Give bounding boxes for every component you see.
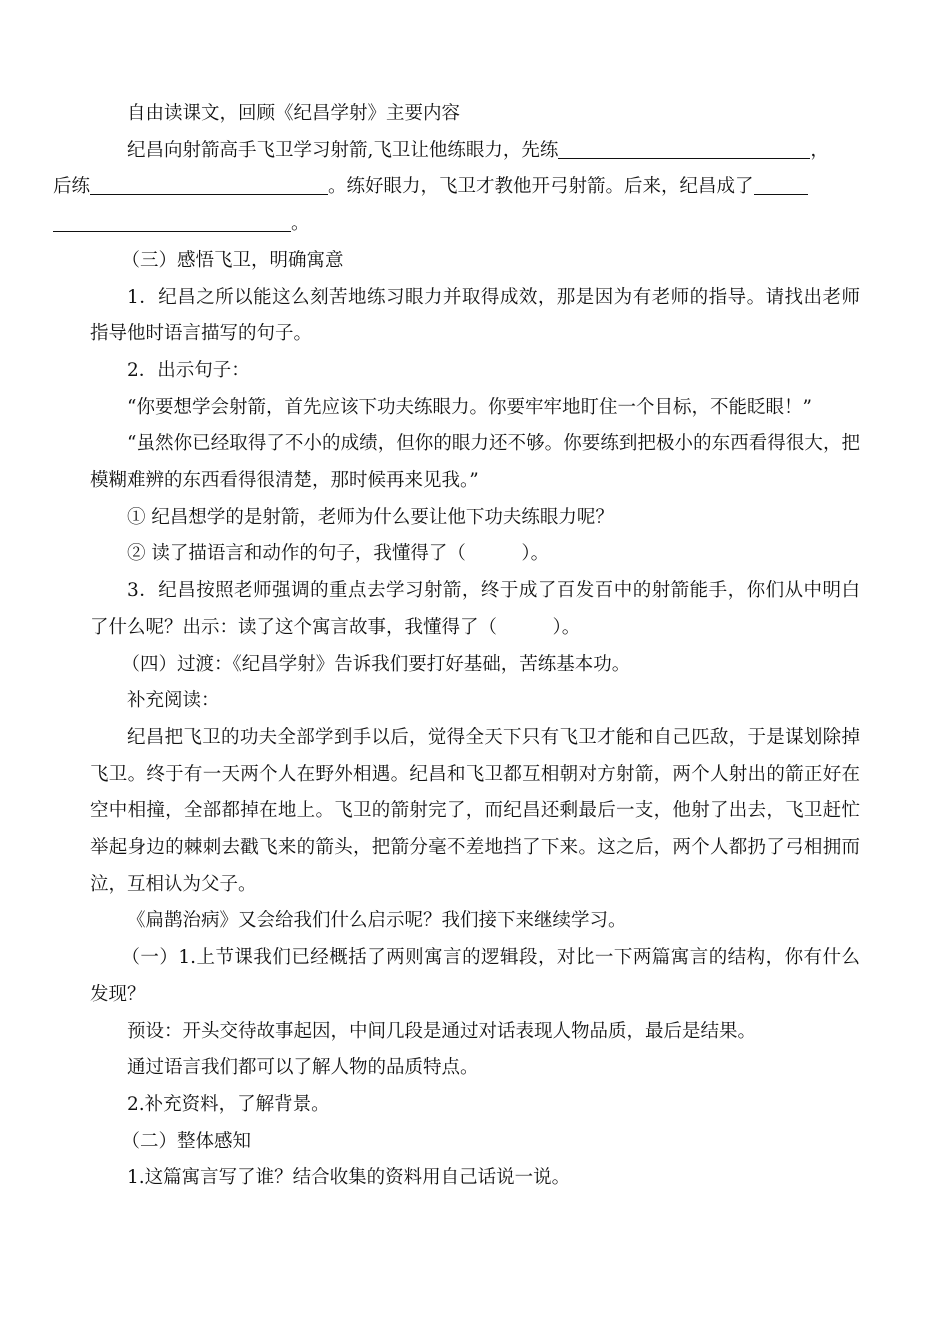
quote-2: “虽然你已经取得了不小的成绩，但你的眼力还不够。你要练到把极小的东西看得很大，把模糊难辨的东西看得很清楚，那时候再来见我。” <box>90 433 860 492</box>
answer-blank-1[interactable] <box>558 139 810 159</box>
answer-blank-2[interactable] <box>90 176 328 196</box>
circle-question-1: ① 纪昌想学的是射箭，老师为什么要让他下功夫练眼力呢？ <box>127 506 614 528</box>
question-3: 3．纪昌按照老师强调的重点去学习射箭，终于成了百发百中的射箭能手，你们从中明白了什么呢？出示：读了这个寓言故事，我懂得了（ ）。 <box>90 580 860 638</box>
overall-question-1: 1.这篇寓言写了谁？结合收集的资料用自己话说一说。 <box>127 1167 571 1189</box>
review-instruction: 自由读课文，回顾《纪昌学射》主要内容 <box>127 103 461 124</box>
circle-question-2: ② 读了描语言和动作的句子，我懂得了（ ）。 <box>127 543 550 565</box>
answer-blank-4[interactable] <box>53 213 291 233</box>
document-page <box>53 96 860 1197</box>
quote-1: “你要想学会射箭，首先应该下功夫练眼力。你要牢牢地盯住一个目标，不能眨眼！” <box>127 396 812 418</box>
fill-blank-paragraph <box>53 133 860 243</box>
question-2: 2．出示句子： <box>127 359 250 381</box>
answer-blank-3[interactable] <box>754 176 808 196</box>
bianque-intro: 《扁鹊治病》又会给我们什么启示呢？我们接下来继续学习。 <box>127 910 627 932</box>
question-1: 1．纪昌之所以能这么刻苦地练习眼力并取得成效，那是因为有老师的指导。请找出老师指导他时语言描写的句子。 <box>90 286 860 345</box>
preset-answer: 预设：开头交待故事起因，中间几段是通过对话表现人物品质，最后是结果。 <box>127 1020 757 1042</box>
fill-text-4: 。练好眼力，飞卫才教他开弓射箭。后来，纪昌成了 <box>328 176 754 198</box>
supplementary-title: 补充阅读： <box>127 690 220 712</box>
section-heading-3: （三）感悟飞卫，明确寓意 <box>121 249 344 271</box>
background-item: 2.补充资料，了解背景。 <box>127 1093 330 1115</box>
fill-text-1: 纪昌向射箭高手飞卫学习射箭,飞卫让他练眼力，先练 <box>127 139 559 161</box>
section-heading-4: （四）过渡：《纪昌学射》告诉我们要打好基础，苦练基本功。 <box>121 653 631 675</box>
fill-text-2: ， <box>810 139 829 161</box>
structure-question: （一）1.上节课我们已经概括了两则寓言的逻辑段，对比一下两篇寓言的结构，你有什么发现？ <box>90 947 860 1005</box>
section-heading-2: （二）整体感知 <box>121 1130 251 1152</box>
fill-text-3: 后练 <box>53 176 91 198</box>
supplementary-text: 纪昌把飞卫的功夫全部学到手以后，觉得全天下只有飞卫才能和自己匹敌，于是谋划除掉飞卫。终于有一天两个人在野外相遇。纪昌和飞卫都互相朝对方射箭，两个人射出的箭正好在空中相撞，全部都掉在地上。飞卫的箭射完了，而纪昌还剩最后一支，他射了出去，飞卫赶忙举起身边的棘刺去戳飞来的箭头，把箭分毫不差地挡了下来。这之后，两个人都扔了弓相拥而泣，互相认为父子。 <box>90 726 860 895</box>
language-note: 通过语言我们都可以了解人物的品质特点。 <box>127 1057 479 1079</box>
fill-text-5: 。 <box>291 213 310 235</box>
